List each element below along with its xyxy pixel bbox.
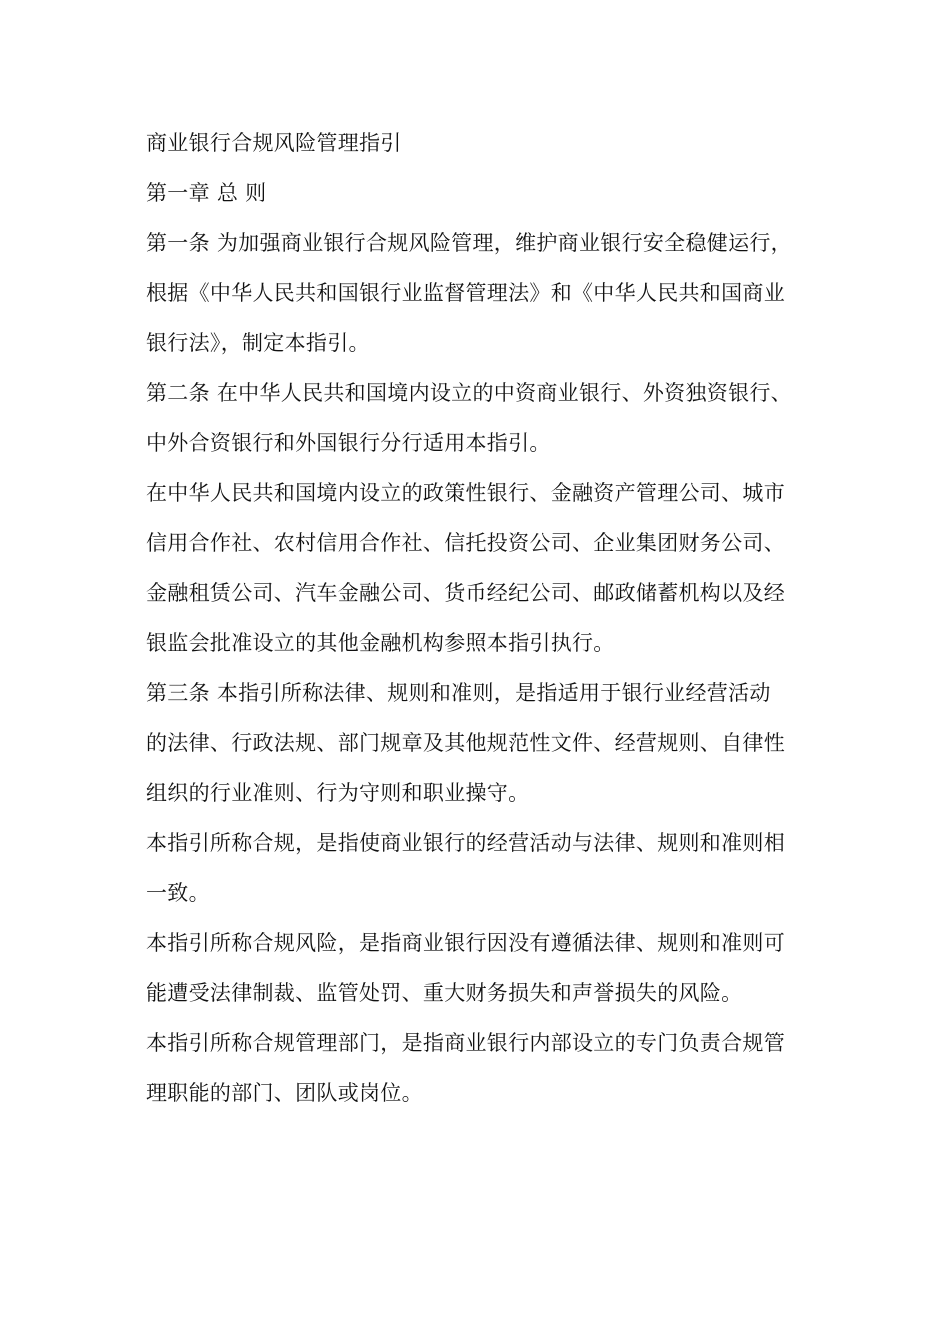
text-line: 根据《中华人民共和国银行业监督管理法》和《中华人民共和国商业 bbox=[146, 281, 785, 305]
text-line: 中外合资银行和外国银行分行适用本指引。 bbox=[146, 431, 551, 455]
text-line: 金融租赁公司、汽车金融公司、货币经纪公司、邮政储蓄机构以及经 bbox=[146, 581, 785, 605]
text-line: 在中华人民共和国境内设立的政策性银行、金融资产管理公司、城市 bbox=[146, 481, 785, 505]
text-line: 本指引所称合规管理部门，是指商业银行内部设立的专门负责合规管 bbox=[146, 1031, 785, 1055]
text-line: 理职能的部门、团队或岗位。 bbox=[146, 1081, 423, 1105]
text-line: 组织的行业准则、行为守则和职业操守。 bbox=[146, 781, 530, 805]
text-line: 第一条 为加强商业银行合规风险管理，维护商业银行安全稳健运行， bbox=[146, 231, 792, 255]
document-body bbox=[146, 118, 826, 1118]
chapter-heading: 第一章 总 则 bbox=[146, 181, 267, 205]
text-line: 本指引所称合规，是指使商业银行的经营活动与法律、规则和准则相 bbox=[146, 831, 785, 855]
text-line: 第二条 在中华人民共和国境内设立的中资商业银行、外资独资银行、 bbox=[146, 381, 792, 405]
text-line: 信用合作社、农村信用合作社、信托投资公司、企业集团财务公司、 bbox=[146, 531, 785, 555]
text-line: 的法律、行政法规、部门规章及其他规范性文件、经营规则、自律性 bbox=[146, 731, 785, 755]
text-line: 第三条 本指引所称法律、规则和准则，是指适用于银行业经营活动 bbox=[146, 681, 771, 705]
document-title: 商业银行合规风险管理指引 bbox=[146, 131, 402, 155]
text-line: 一致。 bbox=[146, 881, 210, 905]
text-line: 本指引所称合规风险，是指商业银行因没有遵循法律、规则和准则可 bbox=[146, 931, 785, 955]
text-line: 能遭受法律制裁、监管处罚、重大财务损失和声誉损失的风险。 bbox=[146, 981, 743, 1005]
text-line: 银行法》，制定本指引。 bbox=[146, 331, 370, 355]
text-line: 银监会批准设立的其他金融机构参照本指引执行。 bbox=[146, 631, 615, 655]
